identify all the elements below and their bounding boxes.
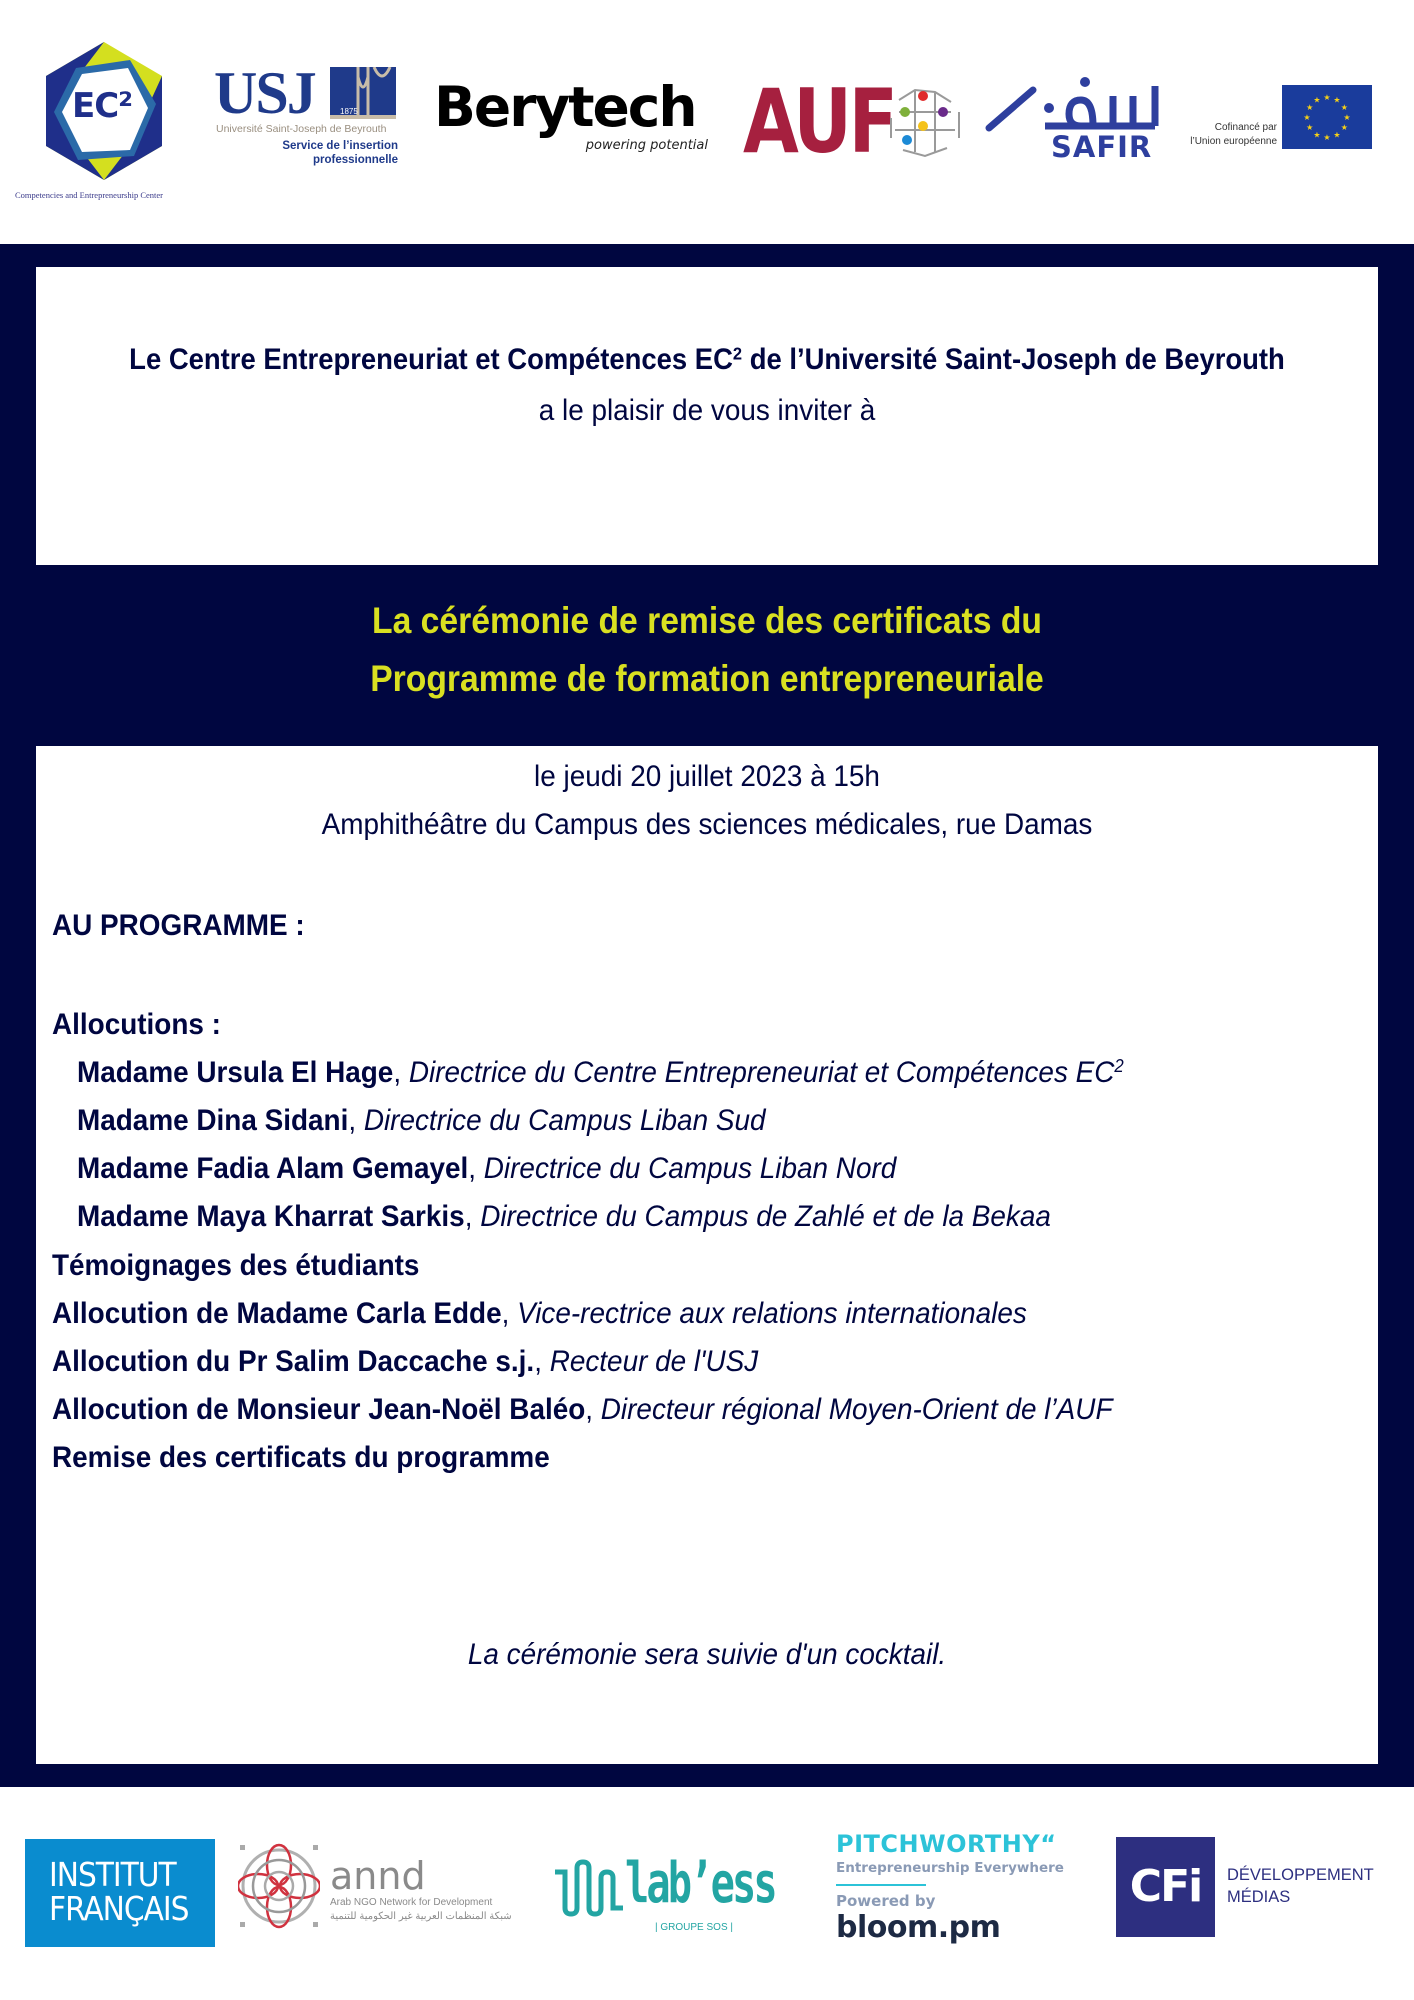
speaker-role: Directrice du Campus Liban Nord [483,1152,897,1185]
speaker-name: Madame Ursula El Hage [77,1056,394,1089]
programme-item-title: Témoignages des étudiants [52,1249,420,1282]
auf-globe-icon [885,82,965,160]
programme-item-title: Remise des certificats du programme [52,1441,550,1474]
eu-star-icon: ★ [1313,95,1321,105]
programme-item [52,1441,550,1475]
eu-star-icon: ★ [1333,95,1341,105]
berytech-tagline: powering potential [585,138,708,153]
annd-rosette-icon [238,1843,320,1929]
intro-invitation: a le plaisir de vous inviter à [538,394,876,427]
pitchworthy-tagline: Entrepreneurship Everywhere [836,1860,1064,1876]
labess-wave-icon [553,1858,625,1920]
eu-star-icon: ★ [1340,123,1348,132]
speaker-role: Directeur régional Moyen-Orient de l’AUF [600,1393,1113,1426]
safir-logo [985,76,1160,168]
event-date: le jeudi 20 juillet 2023 à 15h [534,760,880,793]
usj-year: 1875 [340,107,358,116]
allocution-item: Madame Maya Kharrat Sarkis, Directrice du Campus de Zahlé et de la Bekaa [77,1200,1051,1233]
labess-group: | GROUPE SOS | [655,1922,733,1933]
pitchworthy-divider [836,1884,926,1886]
speaker-role: Recteur de l'USJ [549,1345,759,1378]
eu-star-icon: ★ [1323,93,1331,102]
eu-star-icon: ★ [1306,123,1314,132]
institut-francais-logo: INSTITUT FRANÇAIS [25,1839,215,1947]
labess-wordmark: lab’ess [625,1851,775,1916]
auf-logo [743,70,965,173]
allocution-item: Madame Fadia Alam Gemayel, Directrice du Campus Liban Nord [77,1152,897,1185]
speaker-name: Madame Maya Kharrat Sarkis [77,1200,465,1233]
eu-cofinance-text: Cofinancé par l’Union européenne [1190,122,1277,147]
auf-wordmark: AUF [743,70,895,173]
cfi-logo-mark: CFi [1116,1837,1215,1937]
programme-item [52,1249,419,1283]
allocution-item: Madame Dina Sidani, Directrice du Campus Liban Sud [77,1104,766,1137]
programme-item: Allocution du Pr Salim Daccache s.j., Recteur de l'USJ [52,1345,759,1378]
bloom-wordmark: bloom.pm [836,1910,1001,1945]
eu-star-icon: ★ [1343,113,1351,122]
programme-item: Allocution de Monsieur Jean-Noël Baléo, Directeur régional Moyen-Orient de l’AUF [52,1393,1113,1426]
ec2-caption: Competencies and Entrepreneurship Center [15,190,163,200]
annd-english: Arab NGO Network for Development [330,1897,493,1908]
eu-star-icon: ★ [1340,103,1348,112]
eu-flag-icon [1282,85,1372,149]
event-title-line-1: La cérémonie de remise des certificats du [372,600,1042,641]
eu-star-icon: ★ [1323,133,1331,142]
labess-logo [553,1850,803,1940]
allocutions-heading: Allocutions : [52,1008,221,1041]
programme-item-title: Allocution du Pr Salim Daccache s.j. [52,1345,535,1378]
usj-logo [212,60,398,173]
usj-service: Service de l’insertion professionnelle [282,140,398,167]
speaker-role: Directrice du Campus de Zahlé et de la Bekaa [480,1200,1051,1233]
speaker-name: Madame Fadia Alam Gemayel [77,1152,469,1185]
pitchworthy-logo [836,1830,1076,1950]
programme-heading: AU PROGRAMME : [52,909,305,942]
cfi-tagline: DÉVELOPPEMENT MÉDIAS [1227,1866,1374,1906]
intro-heading: Le Centre Entrepreneuriat et Compétences $EC^2$ de l’Université Saint-Joseph de Beyrouth [129,343,1285,376]
allocution-item: Madame Ursula El Hage, Directrice du Centre Entrepreneuriat et Compétences $EC^2$ [77,1056,1124,1089]
speaker-role: Vice-rectrice aux relations internationales [517,1297,1027,1330]
event-title-line-2: Programme de formation entrepreneuriale [370,658,1044,699]
speaker-role: Directrice du Campus Liban Sud [363,1104,766,1137]
safir-wordmark: SAFIR [1051,130,1153,164]
pitchworthy-wordmark: PITCHWORTHY“ [836,1830,1057,1858]
annd-arabic: شبكة المنظمات العربية غير الحكومية للتنمية [330,1911,512,1922]
usj-wordmark: USJ [214,60,315,126]
ec2-logo [38,38,170,188]
speaker-name: Madame Dina Sidani [77,1104,349,1137]
annd-logo [238,1843,538,1943]
eu-star-icon: ★ [1333,130,1341,140]
usj-university: Université Saint-Joseph de Beyrouth [216,123,387,135]
programme-item: Allocution de Madame Carla Edde, Vice-rectrice aux relations internationales [52,1297,1027,1330]
speaker-role: Directrice du Centre Entrepreneuriat et Compétences EC [408,1056,1115,1089]
programme-item-title: Allocution de Monsieur Jean-Noël Baléo [52,1393,586,1426]
berytech-wordmark: Berytech [434,75,696,139]
closing-note: La cérémonie sera suivie d'un cocktail. [467,1638,947,1671]
eu-star-icon: ★ [1303,113,1311,122]
event-venue: Amphithéâtre du Campus des sciences médicales, rue Damas [321,808,1093,841]
eu-logo [1180,85,1372,150]
powered-by-label: Powered by [836,1892,936,1910]
title-band [36,565,1378,746]
programme-item-title: Allocution de Madame Carla Edde [52,1297,502,1330]
berytech-logo [434,75,714,160]
eu-star-icon: ★ [1306,103,1314,112]
eu-star-icon: ★ [1313,130,1321,140]
annd-wordmark: annd [330,1854,426,1898]
ec2-mark: EC² [72,86,133,126]
safir-arabic-mark-icon [985,76,1160,136]
